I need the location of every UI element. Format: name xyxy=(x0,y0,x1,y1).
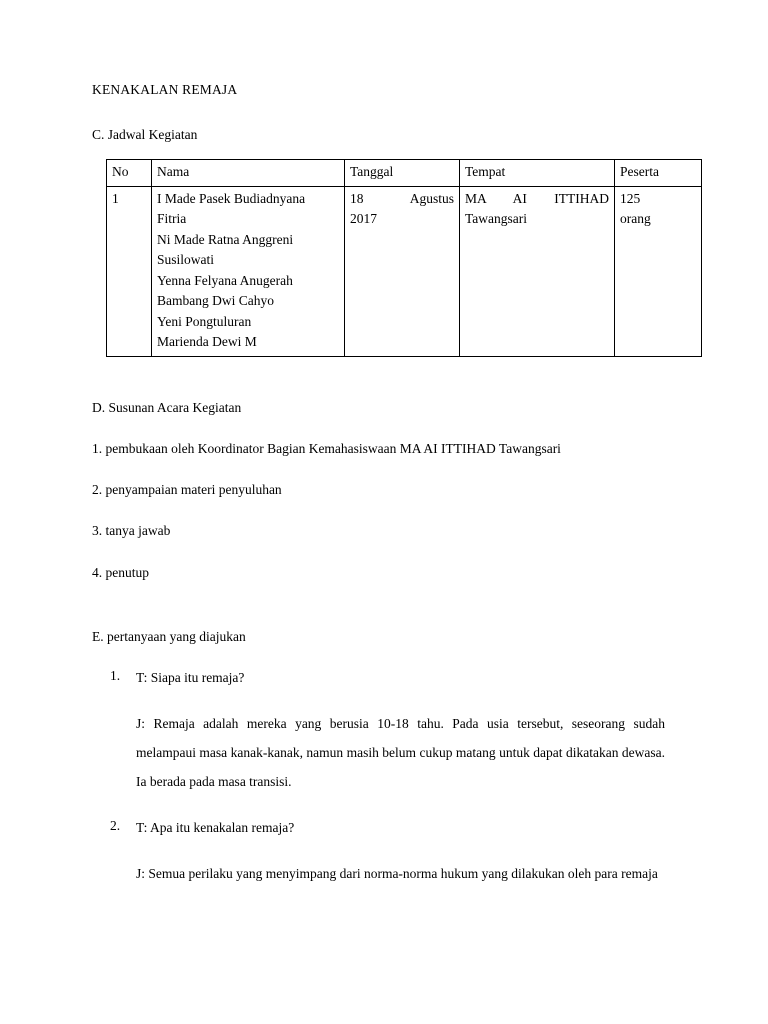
list-item xyxy=(136,818,676,889)
name-line: Susilowati xyxy=(157,252,215,268)
column-header-tempat: Tempat xyxy=(460,160,615,187)
qa-answer: J: Remaja adalah mereka yang berusia 10-18 tahu. Pada usia tersebut, seseorang sudah melampaui masa kanak-kanak, namun masih belum cukup matang untuk dapat dikatakan dewasa. Ia berada pada masa transisi. xyxy=(136,716,665,789)
section-e-label: E. pertanyaan yang diajukan xyxy=(92,628,246,644)
tempat-line: MA AI ITTIHAD xyxy=(465,190,609,206)
name-line: Bambang Dwi Cahyo xyxy=(157,293,274,309)
qa-answer: J: Semua perilaku yang menyimpang dari norma-norma hukum yang dilakukan oleh para remaja xyxy=(136,866,658,882)
qa-list xyxy=(92,668,676,889)
column-header-tanggal: Tanggal xyxy=(345,160,460,187)
cell-no: 1 xyxy=(107,186,152,356)
name-line: I Made Pasek Budiadnyana xyxy=(157,190,306,206)
name-line: Marienda Dewi M xyxy=(157,334,257,350)
cell-tanggal xyxy=(345,186,460,356)
name-line: Fitria xyxy=(157,211,187,227)
column-header-nama: Nama xyxy=(152,160,345,187)
column-header-peserta: Peserta xyxy=(615,160,702,187)
cell-peserta xyxy=(615,186,702,356)
cell-tempat xyxy=(460,186,615,356)
section-d xyxy=(92,398,676,583)
peserta-line: orang xyxy=(620,211,651,227)
section-e xyxy=(92,627,676,889)
tanggal-line: 2017 xyxy=(350,211,377,227)
schedule-table xyxy=(106,159,702,357)
name-line: Ni Made Ratna Anggreni xyxy=(157,231,294,247)
cell-nama xyxy=(152,186,345,356)
table-row xyxy=(107,186,702,356)
qa-question: T: Siapa itu remaja? xyxy=(136,670,245,686)
section-c-label: C. Jadwal Kegiatan xyxy=(92,127,198,142)
name-line: Yeni Pongtuluran xyxy=(157,313,252,329)
name-line: Yenna Felyana Anugerah xyxy=(157,272,293,288)
qa-question: T: Apa itu kenakalan remaja? xyxy=(136,820,295,836)
peserta-line: 125 xyxy=(620,190,641,206)
tempat-line: Tawangsari xyxy=(465,211,528,227)
agenda-item: 1. pembukaan oleh Koordinator Bagian Kemahasiswaan MA AI ITTIHAD Tawangsari xyxy=(92,440,561,456)
tanggal-line: 18 Agustus xyxy=(350,190,454,206)
agenda-item: 4. penutup xyxy=(92,564,149,580)
table-header-row xyxy=(107,160,702,187)
agenda-item: 3. tanya jawab xyxy=(92,523,171,539)
section-d-label: D. Susunan Acara Kegiatan xyxy=(92,399,242,415)
column-header-no: No xyxy=(107,160,152,187)
agenda-item: 2. penyampaian materi penyuluhan xyxy=(92,482,282,498)
page-title: KENAKALAN REMAJA xyxy=(92,82,238,97)
list-item xyxy=(136,668,676,796)
